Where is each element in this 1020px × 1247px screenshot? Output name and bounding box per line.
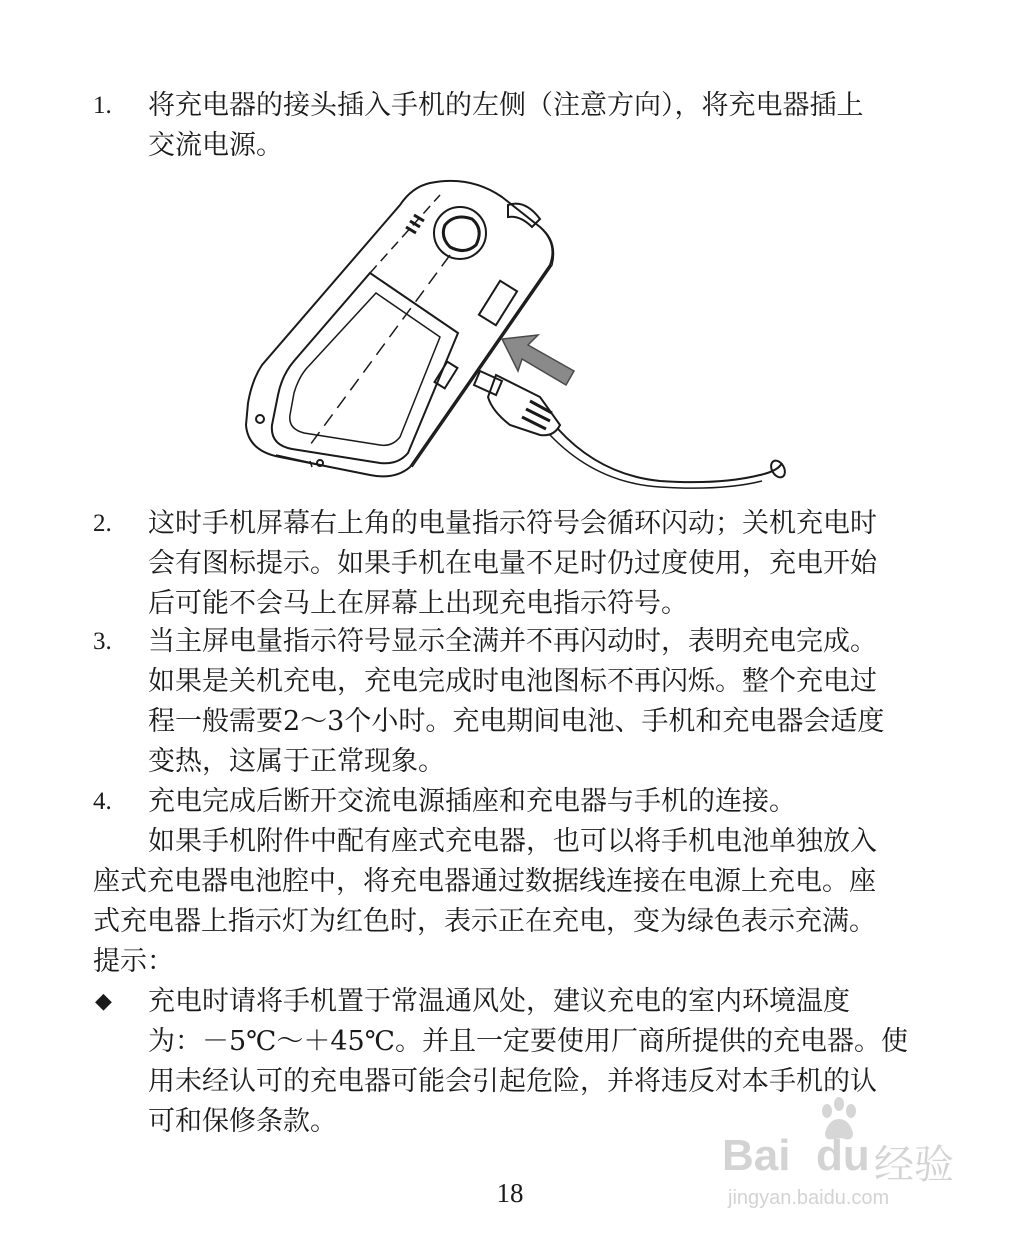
camera-lens [443,217,479,251]
strap-hole [317,460,323,466]
cable-end [768,458,787,480]
watermark-product: 经验 [874,1142,954,1188]
insert-arrow [502,335,574,385]
mic-hole [256,415,264,423]
item-4-line-1: 充电完成后断开交流电源插座和充电器与手机的连接。 [148,786,796,817]
paragraph-line-1: 如果手机附件中配有座式充电器，也可以将手机电池单独放入 [148,826,877,857]
tip-line-2: 为：－5℃～＋45℃。并且一定要使用厂商所提供的充电器。使 [148,1026,908,1057]
phone-body [246,181,552,477]
item-2-line-2: 会有图标提示。如果手机在电量不足时仍过度使用，充电开始 [148,548,877,579]
connector-grip [522,401,552,429]
item-3-line-3: 程一般需要2～3个小时。充电期间电池、手机和充电器会适度 [148,706,885,737]
baidu-jingyan-watermark [720,1095,980,1215]
item-1-number: 1. [93,92,112,119]
charger-cable [558,429,782,482]
battery-cover [272,273,458,463]
item-2-number: 2. [93,510,112,537]
side-slot [435,362,458,389]
item-3-number: 3. [93,628,112,655]
tip-line-1: 充电时请将手机置于常温通风处，建议充电的室内环境温度 [148,986,850,1017]
paragraph-line-3: 式充电器上指示灯为红色时，表示正在充电，变为绿色表示充满。 [93,906,876,937]
tip-title: 提示： [93,946,174,977]
item-3-line-1: 当主屏电量指示符号显示全满并不再闪动时，表明充电完成。 [148,626,877,657]
cover-seam [370,195,440,273]
tip-bullet-icon: ◆ [95,989,112,1014]
page-number: 18 [496,1178,524,1208]
watermark-url: jingyan.baidu.com [728,1187,890,1209]
item-3-line-2: 如果是关机充电，充电完成时电池图标不再闪烁。整个充电过 [148,666,877,697]
item-4-number: 4. [93,788,112,815]
tip-line-3: 用未经认可的充电器可能会引起危险，并将违反对本手机的认 [148,1066,877,1097]
item-2-line-3: 后可能不会马上在屏幕上出现充电指示符号。 [148,588,688,619]
paragraph-line-2: 座式充电器电池腔中，将充电器通过数据线连接在电源上充电。座 [93,866,876,897]
connector-plug [474,371,502,395]
item-3-line-4: 变热，这属于正常现象。 [148,746,445,777]
watermark-brand: Bai [722,1131,791,1180]
charging-port [479,281,517,326]
watermark-brand-du: du [816,1131,870,1180]
item-1-line-2: 交流电源。 [148,130,283,161]
item-1-line-1: 将充电器的接头插入手机的左侧（注意方向），将充电器插上 [148,90,864,121]
phone-charging-illustration [240,175,800,495]
tip-line-4: 可和保修条款。 [148,1106,337,1137]
connector-body [488,375,560,435]
battery-inner [290,293,440,445]
item-2-line-1: 这时手机屏幕右上角的电量指示符号会循环闪动；关机充电时 [148,508,877,539]
